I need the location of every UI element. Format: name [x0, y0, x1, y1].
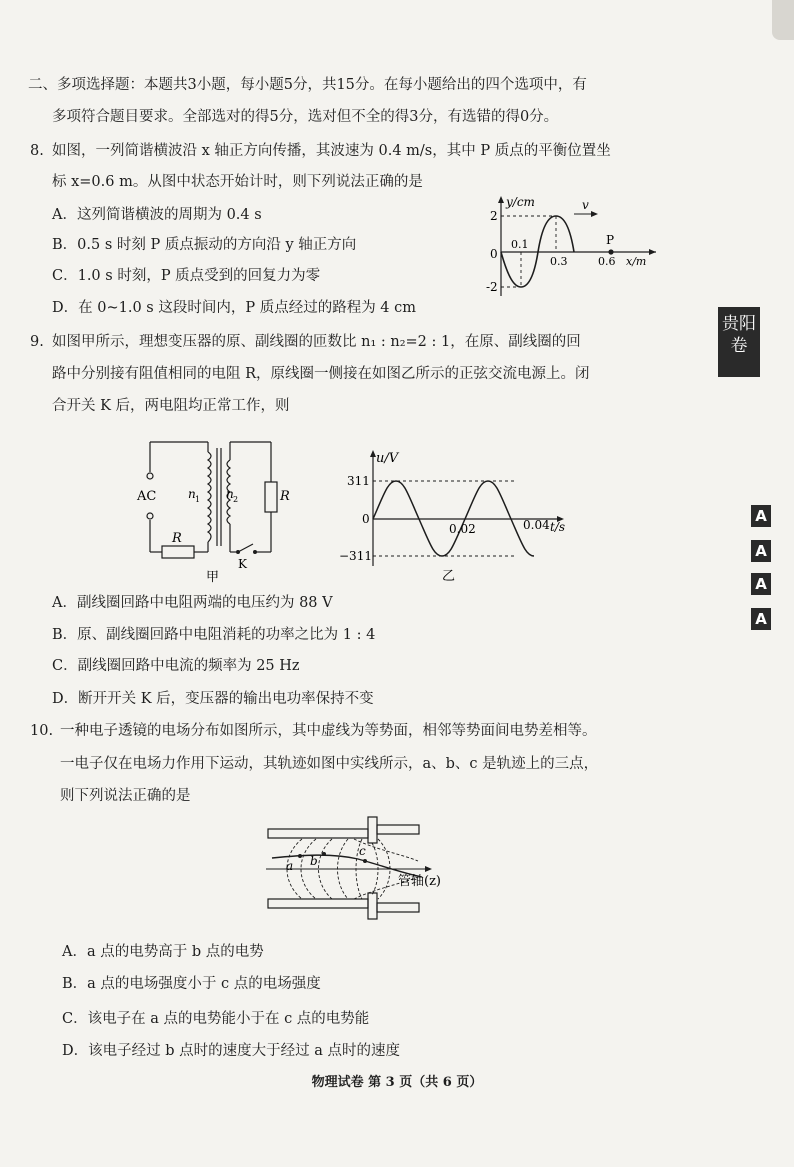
q9-fig-xlabel: t/s — [550, 520, 566, 534]
q8-option-a: A．这列简谐横波的周期为 0.4 s — [52, 207, 262, 223]
q10-fig-point-a: a — [286, 859, 294, 873]
q10-option-c: C．该电子在 a 点的电势能小于在 c 点的电势能 — [62, 1011, 370, 1027]
q10-option-a: A．a 点的电势高于 b 点的电势 — [62, 944, 264, 960]
q9-stem-line3: 合开关 K 后，两电阻均正常工作，则 — [52, 398, 290, 414]
region-tab-line2: 卷 — [730, 336, 748, 356]
q8-option-b: B．0.5 s 时刻 P 质点振动的方向沿 y 轴正方向 — [52, 237, 357, 253]
q8-wave-figure — [476, 192, 666, 300]
q10-fig-axis-label: 管轴(z) — [398, 874, 441, 889]
q10-stem-line1: 一种电子透镜的电场分布如图所示，其中虚线为等势面，相邻等势面间电势差相等。 — [60, 723, 597, 739]
q9-fig-y-neg: −311 — [339, 549, 372, 563]
q9-option-d: D．断开开关 K 后，变压器的输出电功率保持不变 — [52, 691, 374, 707]
section-heading-line1: 二、多项选择题：本题共3小题，每小题5分，共15分。在每小题给出的四个选项中，有 — [28, 77, 587, 93]
q8-stem-line1: 如图，一列简谐横波沿 x 轴正方向传播，其波速为 0.4 m/s，其中 P 质点的平衡位置坐 — [52, 143, 611, 159]
q8-option-c: C．1.0 s 时刻，P 质点受到的回复力为零 — [52, 268, 321, 284]
page-footer: 物理试卷 第 3 页（共 6 页） — [311, 1075, 483, 1090]
q9-fig-origin: 0 — [362, 512, 370, 526]
q9-fig-ac-label: AC — [137, 489, 157, 504]
region-tab — [718, 307, 760, 377]
side-mark: A — [751, 505, 771, 527]
q8-fig-point-p: P — [606, 233, 615, 247]
section-heading-line2: 多项符合题目要求。全部选对的得5分，选对但不全的得3分，有选错的得0分。 — [52, 109, 559, 125]
q8-fig-y-neg: -2 — [486, 280, 498, 294]
q8-fig-xlabel: x/m — [626, 255, 647, 268]
q9-stem-line2: 路中分别接有阻值相同的电阻 R，原线圈一侧接在如图乙所示的正弦交流电源上。闭 — [52, 366, 590, 382]
q8-fig-x1: 0.1 — [511, 238, 529, 251]
q10-fig-point-c: c — [359, 844, 366, 858]
q8-option-d: D．在 0~1.0 s 这段时间内，P 质点经过的路程为 4 cm — [52, 300, 417, 316]
region-tab-line1: 贵阳 — [722, 314, 756, 334]
q8-fig-x2: 0.3 — [550, 255, 568, 268]
q9-fig-n1-sub: 1 — [195, 495, 201, 504]
q10-option-d: D．该电子经过 b 点时的速度大于经过 a 点时的速度 — [62, 1043, 400, 1059]
q9-transformer-circuit — [128, 434, 303, 584]
q10-stem-line2: 一电子仅在电场力作用下运动，其轨迹如图中实线所示，a、b、c 是轨迹上的三点， — [60, 756, 599, 772]
q8-fig-ylabel: y/cm — [506, 195, 535, 209]
q9-fig-x1: 0.02 — [449, 522, 476, 536]
side-mark: A — [751, 608, 771, 630]
q9-option-c: C．副线圈回路中电流的频率为 25 Hz — [52, 658, 300, 674]
q9-stem-line1: 如图甲所示，理想变压器的原、副线圈的匝数比 n₁ : n₂=2 : 1，在原、副线圈的回 — [52, 334, 581, 350]
page-edge-shadow — [772, 0, 794, 40]
q8-stem-line2: 标 x=0.6 m。从图中状态开始计时，则下列说法正确的是 — [52, 174, 423, 190]
q8-fig-velocity: v — [582, 198, 589, 212]
q9-fig-switch-k: K — [238, 557, 247, 571]
q8-fig-y-pos: 2 — [490, 209, 498, 223]
q10-electron-lens-figure — [262, 815, 484, 923]
q8-fig-origin: 0 — [490, 247, 498, 261]
q10-number: 10. — [30, 723, 54, 739]
q8-number: 8. — [30, 143, 44, 159]
q9-number: 9. — [30, 334, 44, 350]
q9-fig-n2-sub: 2 — [233, 495, 239, 504]
q9-voltage-graph — [336, 446, 576, 586]
q9-fig-resistor-right: R — [280, 489, 290, 504]
q9-fig-x2: 0.04 — [523, 518, 550, 532]
side-mark: A — [751, 540, 771, 562]
q9-fig-caption-yi: 乙 — [442, 569, 456, 584]
q9-option-a: A．副线圈回路中电阻两端的电压约为 88 V — [52, 595, 333, 611]
q9-fig-resistor-left: R — [172, 531, 182, 546]
q10-option-b: B．a 点的电场强度小于 c 点的电场强度 — [62, 976, 321, 992]
q9-fig-n2: n — [226, 487, 234, 501]
q9-fig-caption-jia: 甲 — [206, 570, 220, 584]
q10-stem-line3: 则下列说法正确的是 — [60, 788, 191, 804]
q9-fig-y-pos: 311 — [347, 474, 370, 488]
q9-fig-n1: n — [188, 487, 196, 501]
side-mark: A — [751, 573, 771, 595]
q9-fig-ylabel: u/V — [376, 451, 399, 466]
q9-option-b: B．原、副线圈回路中电阻消耗的功率之比为 1 : 4 — [52, 627, 376, 643]
q8-fig-x3: 0.6 — [598, 255, 616, 268]
q10-fig-point-b: b — [310, 854, 318, 868]
